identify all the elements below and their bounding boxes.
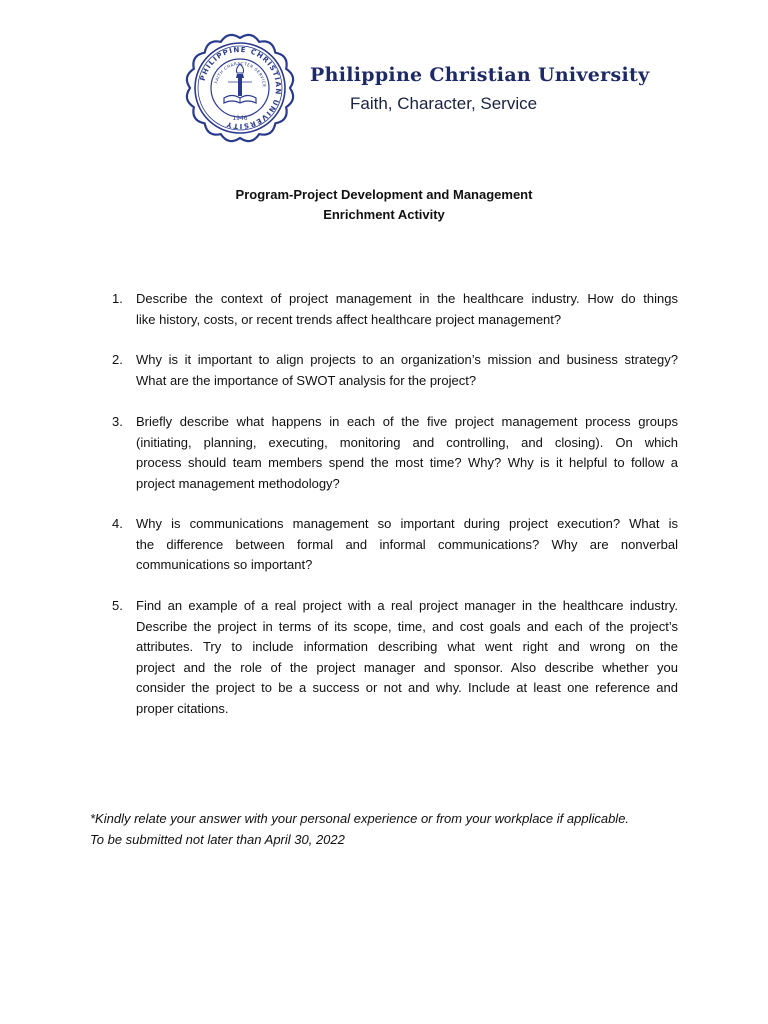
seal-inner-text: FAITH CHARACTER SERVICE bbox=[213, 60, 268, 88]
question-item bbox=[112, 514, 678, 576]
seal-ring-text: PHILIPPINE CHRISTIAN UNIVERSITY bbox=[198, 45, 283, 131]
question-text-line: What are the importance of SWOT analysis for the project? bbox=[136, 372, 477, 388]
question-text-line: Why is it important to align projects to an organization’s mission and business strategy? bbox=[136, 352, 678, 367]
question-item bbox=[112, 350, 678, 391]
question-number: 2. bbox=[112, 352, 123, 367]
question-text-line: Describe the project in terms of its scope, time, and cost goals and each of the project’s bbox=[136, 618, 678, 634]
question-text-line: attributes. Try to include information describing what went right and wrong on the bbox=[136, 639, 678, 654]
question-text-line: communications so important? bbox=[136, 557, 313, 572]
question-text-line: proper citations. bbox=[136, 700, 229, 716]
question-number: 5. bbox=[112, 598, 123, 613]
question-item bbox=[112, 596, 678, 719]
question-text-line: project and the role of the project manager and sponsor. Also describe whether you bbox=[136, 659, 678, 675]
question-number: 4. bbox=[112, 516, 123, 531]
seal-year: 1946 bbox=[232, 115, 248, 122]
question-item bbox=[112, 289, 678, 330]
question-text-line: consider the project to be a success or not and why. Include at least one reference and bbox=[136, 680, 678, 695]
question-text-line: Find an example of a real project with a real project manager in the healthcare industry. bbox=[136, 598, 678, 613]
document-subtitle: Enrichment Activity bbox=[323, 207, 445, 222]
question-text-line: like history, costs, or recent trends affect healthcare project management? bbox=[136, 311, 562, 327]
question-number: 1. bbox=[112, 291, 123, 306]
question-text-line: project management methodology? bbox=[136, 475, 340, 491]
question-text-line: (initiating, planning, executing, monitoring and controlling, and closing). On which bbox=[136, 434, 678, 450]
question-item bbox=[112, 412, 678, 494]
university-motto: Faith, Character, Service bbox=[350, 94, 538, 113]
university-name: Philippine Christian University bbox=[310, 64, 650, 86]
submission-note: *Kindly relate your answer with your personal experience or from your workplace if applicable. bbox=[90, 811, 630, 826]
question-text-line: Briefly describe what happens in each of the five project management process groups bbox=[136, 414, 678, 429]
question-text-line: process should team members spend the most time? Why? Why is it helpful to follow a bbox=[136, 455, 678, 470]
question-text-line: the difference between formal and informal communications? Why are nonverbal bbox=[136, 536, 678, 552]
question-text-line: Describe the context of project management in the healthcare industry. How do things bbox=[136, 291, 678, 306]
deadline-note: To be submitted not later than April 30, 2022 bbox=[90, 832, 345, 847]
question-number: 3. bbox=[112, 414, 123, 429]
document-title: Program-Project Development and Management bbox=[235, 187, 533, 202]
university-seal-logo bbox=[184, 32, 296, 144]
question-text-line: Why is communications management so important during project execution? What is bbox=[136, 516, 678, 531]
